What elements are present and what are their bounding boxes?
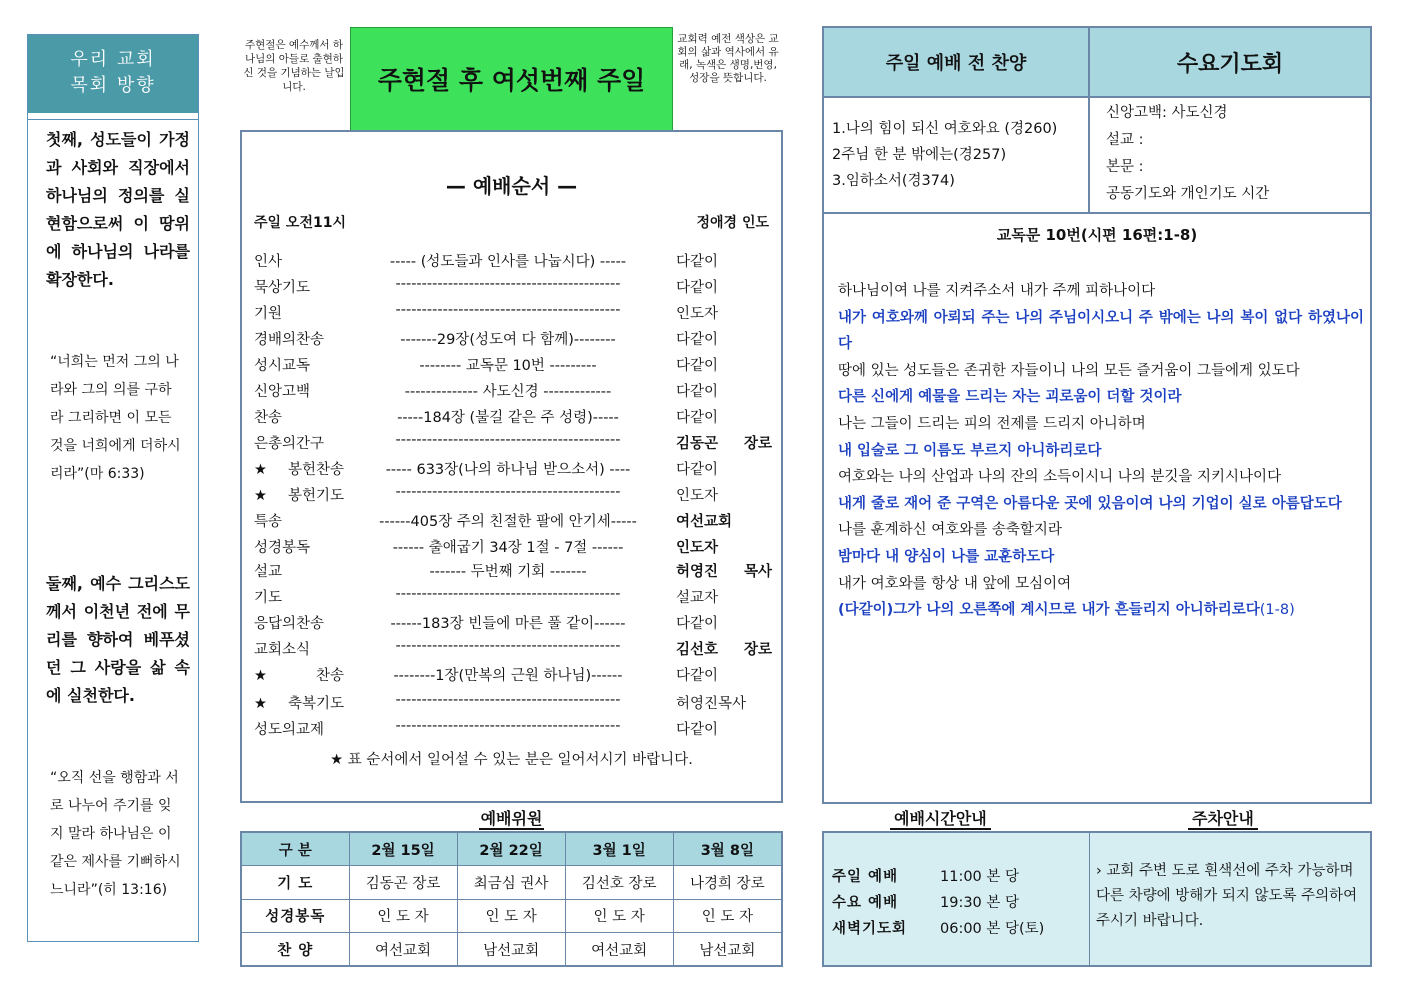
- hymn-item: 3.임하소서(경374): [832, 173, 955, 189]
- order-item-detail: ------ 출애굽기 34장 1절 - 7절 ------: [392, 540, 624, 556]
- wednesday-item: 본문 :: [1106, 159, 1144, 175]
- order-row: [254, 406, 772, 428]
- order-row: [254, 664, 772, 686]
- reading-line-congregation: [838, 438, 1364, 465]
- order-item-detail: -------- 교독문 10번 ---------: [419, 358, 597, 374]
- reading-line-text: 밤마다 내 양심이 나를 교훈하도다: [838, 548, 1055, 565]
- order-item-name: ★축복기도: [254, 696, 344, 712]
- committee-cell: 여선교회: [565, 933, 673, 967]
- wednesday-prayer-heading: 수요기도회: [1090, 28, 1370, 96]
- order-row: [254, 328, 772, 350]
- quote-hebrews: “오직 선을 행함과 서로 나누어 주기를 잊지 말라 하나님은 이 같은 제사를 기뻐하시느니라”(히 13:16): [50, 770, 181, 898]
- order-item-detail: -------------------------------------------: [395, 692, 621, 708]
- liturgical-color-note: 교회력 예전 색상은 교회의 삶과 역사에서 유래, 녹색은 생명,번영, 성장을 뜻합니다.: [677, 33, 779, 84]
- committee-cell: 인 도 자: [457, 899, 565, 933]
- reading-line-leader: [838, 278, 1364, 305]
- title-line-1: 우리 교회: [70, 49, 156, 70]
- order-item-name: 응답의찬송: [254, 616, 325, 632]
- committee-table: [240, 831, 783, 967]
- service-time-label: 수요 예배: [832, 895, 899, 911]
- order-row: [254, 692, 772, 714]
- reading-title: 교독문 10번(시편 16편:1-8): [996, 226, 1198, 244]
- committee-cell: 남선교회: [457, 933, 565, 967]
- reading-line-text: (다같이)그가 나의 오른쪽에 계시므로 내가 흔들리지 아니하리로다: [838, 602, 1260, 619]
- divider: [1088, 96, 1090, 212]
- committee-cell: 인 도 자: [349, 899, 457, 933]
- reading-line-leader: [838, 464, 1364, 491]
- reading-line-text: 내 입술로 그 이름도 부르지 아니하리로다: [838, 442, 1102, 459]
- committee-row-label: 성경봉독: [241, 899, 349, 933]
- order-item-detail: --------1장(만복의 근원 하나님)------: [393, 668, 623, 684]
- order-item-person: 다같이: [676, 410, 719, 426]
- divider: [824, 96, 1370, 98]
- reading-line-leader: [838, 571, 1364, 598]
- order-item-name: 성시교독: [254, 358, 311, 374]
- order-item-name: 묵상기도: [254, 280, 311, 296]
- order-row: [254, 560, 772, 582]
- order-item-person: 허영진목사: [676, 696, 747, 712]
- order-item-person: 다같이: [676, 668, 719, 684]
- committee-title-text: 예배위원: [480, 809, 543, 828]
- reading-line-text: 하나님이여 나를 지켜주소서 내가 주께 피하나이다: [838, 283, 1156, 299]
- wednesday-item: 설교 :: [1106, 132, 1144, 148]
- order-row: [254, 638, 772, 660]
- order-item-name: ★찬송: [254, 668, 344, 684]
- hymn-item: 1.나의 힘이 되신 여호와요 (경260): [832, 121, 1058, 137]
- order-item-person: 설교자: [676, 590, 719, 606]
- service-time-value: 19:30 본 당: [940, 895, 1020, 911]
- order-row: [254, 484, 772, 506]
- reading-line-leader: [838, 517, 1364, 544]
- order-item-detail: ------405장 주의 친절한 팔에 안기세-----: [379, 514, 637, 530]
- reading-line-text: 나를 훈계하신 여호와를 송축할지라: [838, 522, 1062, 539]
- order-row: [254, 250, 772, 272]
- order-row: [254, 718, 772, 740]
- order-row: [254, 380, 772, 402]
- order-item-person: 다같이: [676, 722, 719, 738]
- standing-note: ★ 표 순서에서 일어설 수 있는 분은 일어서시기 바랍니다.: [330, 752, 693, 768]
- committee-cell: 나경희 장로: [673, 866, 782, 900]
- pre-service-hymns-heading: 주일 예배 전 찬양: [824, 28, 1090, 96]
- reading-line-text: 나는 그들이 드리는 피의 전제를 드리지 아니하며: [838, 415, 1146, 432]
- wednesday-prayer-list: [1106, 100, 1269, 208]
- sunday-title: 주현절 후 여섯번째 주일: [350, 27, 673, 131]
- order-row: [254, 536, 772, 558]
- hymn-item: 2주님 한 분 밖에는(경257): [832, 147, 1007, 163]
- order-item-detail: -------------- 사도신경 -------------: [404, 384, 612, 400]
- order-item-name: 특송: [254, 514, 283, 530]
- reading-line-leader: [838, 358, 1364, 385]
- order-item-name: 기도: [254, 590, 283, 606]
- reading-line-congregation: [838, 491, 1364, 518]
- reading-reference: (1-8): [1259, 602, 1295, 619]
- direction-second: 둘째, 예수 그리스도께서 이천년 전에 무리를 향하여 베푸셨던 그 사랑을 삶 속에 실천한다.: [46, 574, 190, 705]
- committee-header-date: 3월 8일: [673, 832, 782, 866]
- pre-service-hymns-list: [832, 116, 1057, 194]
- quote-matthew: “너희는 먼저 그의 나라와 그의 의를 구하라 그리하면 이 모든 것을 너희에게 더하시리라”(마 6:33): [50, 354, 181, 482]
- church-direction-title: [28, 35, 198, 113]
- reading-line-text: 다른 신에게 예물을 드리는 자는 괴로움이 더할 것이라: [838, 389, 1182, 406]
- committee-cell: 최금심 권사: [457, 866, 565, 900]
- order-item-detail: -----184장 (불길 같은 주 성령)-----: [397, 410, 619, 426]
- order-item-person: 김선호 장로: [676, 642, 772, 658]
- order-item-detail: -------------------------------------------: [395, 432, 621, 448]
- order-item-person: 다같이: [676, 332, 719, 348]
- committee-cell: 김동곤 장로: [349, 866, 457, 900]
- reading-line-text: 땅에 있는 성도들은 존귀한 자들이니 나의 모든 즐거움이 그들에게 있도다: [838, 362, 1300, 379]
- committee-title: [240, 806, 783, 829]
- church-direction-body: [28, 119, 198, 941]
- parking-title: [1188, 806, 1258, 829]
- direction-first: 첫째, 성도들이 가정과 사회와 직장에서 하나님의 정의를 실현함으로써 이 땅위에 하나님의 나라를 확장한다.: [46, 130, 190, 289]
- title-line-2: 목회 방향: [70, 75, 156, 96]
- order-item-detail: ------- 두번째 기회 -------: [429, 564, 587, 580]
- service-time-value: 06:00 본 당(토): [940, 921, 1045, 937]
- service-time-label: 주일 예배: [832, 869, 899, 885]
- order-item-name: ★봉헌기도: [254, 488, 344, 504]
- order-row: [254, 276, 772, 298]
- committee-row-label: 찬 양: [241, 933, 349, 967]
- order-item-person: 인도자: [676, 306, 719, 322]
- order-item-person: 인도자: [676, 488, 719, 504]
- order-item-name: 기원: [254, 306, 283, 322]
- order-item-name: 교회소식: [254, 642, 311, 658]
- committee-header-date: 2월 15일: [349, 832, 457, 866]
- order-item-name: 성도의교제: [254, 722, 325, 738]
- service-times-title-text: 예배시간안내: [890, 809, 991, 830]
- order-item-name: 성경봉독: [254, 540, 311, 556]
- parking-text: › 교회 주변 도로 흰색선에 주차 가능하며 다른 차량에 방해가 되지 않도록 주의하여 주시기 바랍니다.: [1096, 863, 1358, 929]
- order-item-person: 다같이: [676, 280, 719, 296]
- wednesday-item: 공동기도와 개인기도 시간: [1106, 186, 1270, 202]
- reading-line-congregation: [838, 597, 1364, 624]
- order-item-detail: -------------------------------------------: [395, 638, 621, 654]
- order-title: — 예배순서 —: [445, 174, 578, 198]
- service-leader: 정애경 인도: [696, 215, 769, 231]
- order-item-name: 찬송: [254, 410, 283, 426]
- order-item-detail: ----- 633장(나의 하나님 받으소서) ----: [385, 462, 631, 478]
- service-time-value: 11:00 본 당: [940, 869, 1020, 885]
- reading-line-text: 내게 줄로 재어 준 구역은 아름다운 곳에 있음이여 나의 기업이 실로 아름답도다: [838, 495, 1342, 512]
- committee-row: [241, 866, 782, 900]
- order-of-worship: [240, 130, 783, 803]
- service-time-label: 새벽기도회: [832, 921, 908, 937]
- order-item-detail: -------------------------------------------: [395, 302, 621, 318]
- reading-line-text: 여호와는 나의 산업과 나의 잔의 소득이시니 나의 분깃을 지키시나이다: [838, 469, 1282, 486]
- reading-line-leader: [838, 411, 1364, 438]
- reading-lines: [838, 278, 1364, 624]
- order-item-detail: -------------------------------------------: [395, 484, 621, 500]
- order-item-detail: ----- (성도들과 인사를 나눕시다) -----: [389, 254, 627, 270]
- order-item-person: 인도자: [676, 540, 719, 556]
- committee-cell: 남선교회: [673, 933, 782, 967]
- order-item-detail: -------29장(성도여 다 함께)--------: [400, 332, 616, 348]
- reading-line-text: 내가 여호와께 아뢰되 주는 나의 주님이시오니 주 밖에는 나의 복이 없다 하였나이다: [838, 309, 1364, 353]
- order-item-detail: -------------------------------------------: [395, 586, 621, 602]
- order-item-person: 여선교회: [676, 514, 733, 530]
- parking-title-text: 주차안내: [1188, 809, 1258, 830]
- order-item-name: 은총의간구: [254, 436, 325, 452]
- committee-cell: 인 도 자: [565, 899, 673, 933]
- church-direction-panel: [27, 34, 199, 942]
- wednesday-item: 신앙고백: 사도신경: [1106, 105, 1228, 121]
- order-row: [254, 354, 772, 376]
- times-parking-panel: [822, 831, 1372, 967]
- order-row: [254, 510, 772, 532]
- order-item-name: 인사: [254, 254, 283, 270]
- divider: [1089, 833, 1090, 965]
- committee-row: [241, 933, 782, 967]
- committee-header-date: 3월 1일: [565, 832, 673, 866]
- order-item-detail: -------------------------------------------: [395, 276, 621, 292]
- reading-line-congregation: [838, 544, 1364, 571]
- order-item-person: 다같이: [676, 254, 719, 270]
- order-row: [254, 432, 772, 454]
- committee-header-label: 구 분: [241, 832, 349, 866]
- order-row: [254, 458, 772, 480]
- order-item-name: ★봉헌찬송: [254, 462, 344, 478]
- reading-line-congregation: [838, 384, 1364, 411]
- order-item-person: 다같이: [676, 462, 719, 478]
- order-item-name: 경배의찬송: [254, 332, 325, 348]
- order-item-name: 설교: [254, 564, 283, 580]
- reading-line-text: 내가 여호와를 항상 내 앞에 모심이여: [838, 575, 1072, 592]
- epiphany-note: 주현절은 예수께서 하나님의 아들로 출현하신 것을 기념하는 날입니다.: [243, 39, 345, 93]
- committee-header-date: 2월 22일: [457, 832, 565, 866]
- order-item-person: 김동곤 장로: [676, 436, 772, 452]
- hymn-wednesday-panel: [822, 26, 1372, 214]
- order-item-detail: ------183장 빈들에 마른 풀 같이------: [390, 616, 626, 632]
- committee-cell: 김선호 장로: [565, 866, 673, 900]
- committee-header-row: [241, 832, 782, 866]
- order-item-person: 다같이: [676, 616, 719, 632]
- order-item-person: 허영진 목사: [676, 564, 772, 580]
- order-item-person: 다같이: [676, 358, 719, 374]
- responsive-reading: [822, 212, 1372, 804]
- order-row: [254, 302, 772, 324]
- committee-cell: 여선교회: [349, 933, 457, 967]
- committee-row: [241, 899, 782, 933]
- order-row: [254, 586, 772, 608]
- order-item-detail: -------------------------------------------: [395, 718, 621, 734]
- service-time: 주일 오전11시: [254, 215, 346, 231]
- order-row: [254, 612, 772, 634]
- committee-cell: 인 도 자: [673, 899, 782, 933]
- committee-row-label: 기 도: [241, 866, 349, 900]
- service-times-title: [890, 806, 991, 829]
- order-item-person: 다같이: [676, 384, 719, 400]
- reading-line-congregation: [838, 305, 1364, 358]
- order-item-name: 신앙고백: [254, 384, 311, 400]
